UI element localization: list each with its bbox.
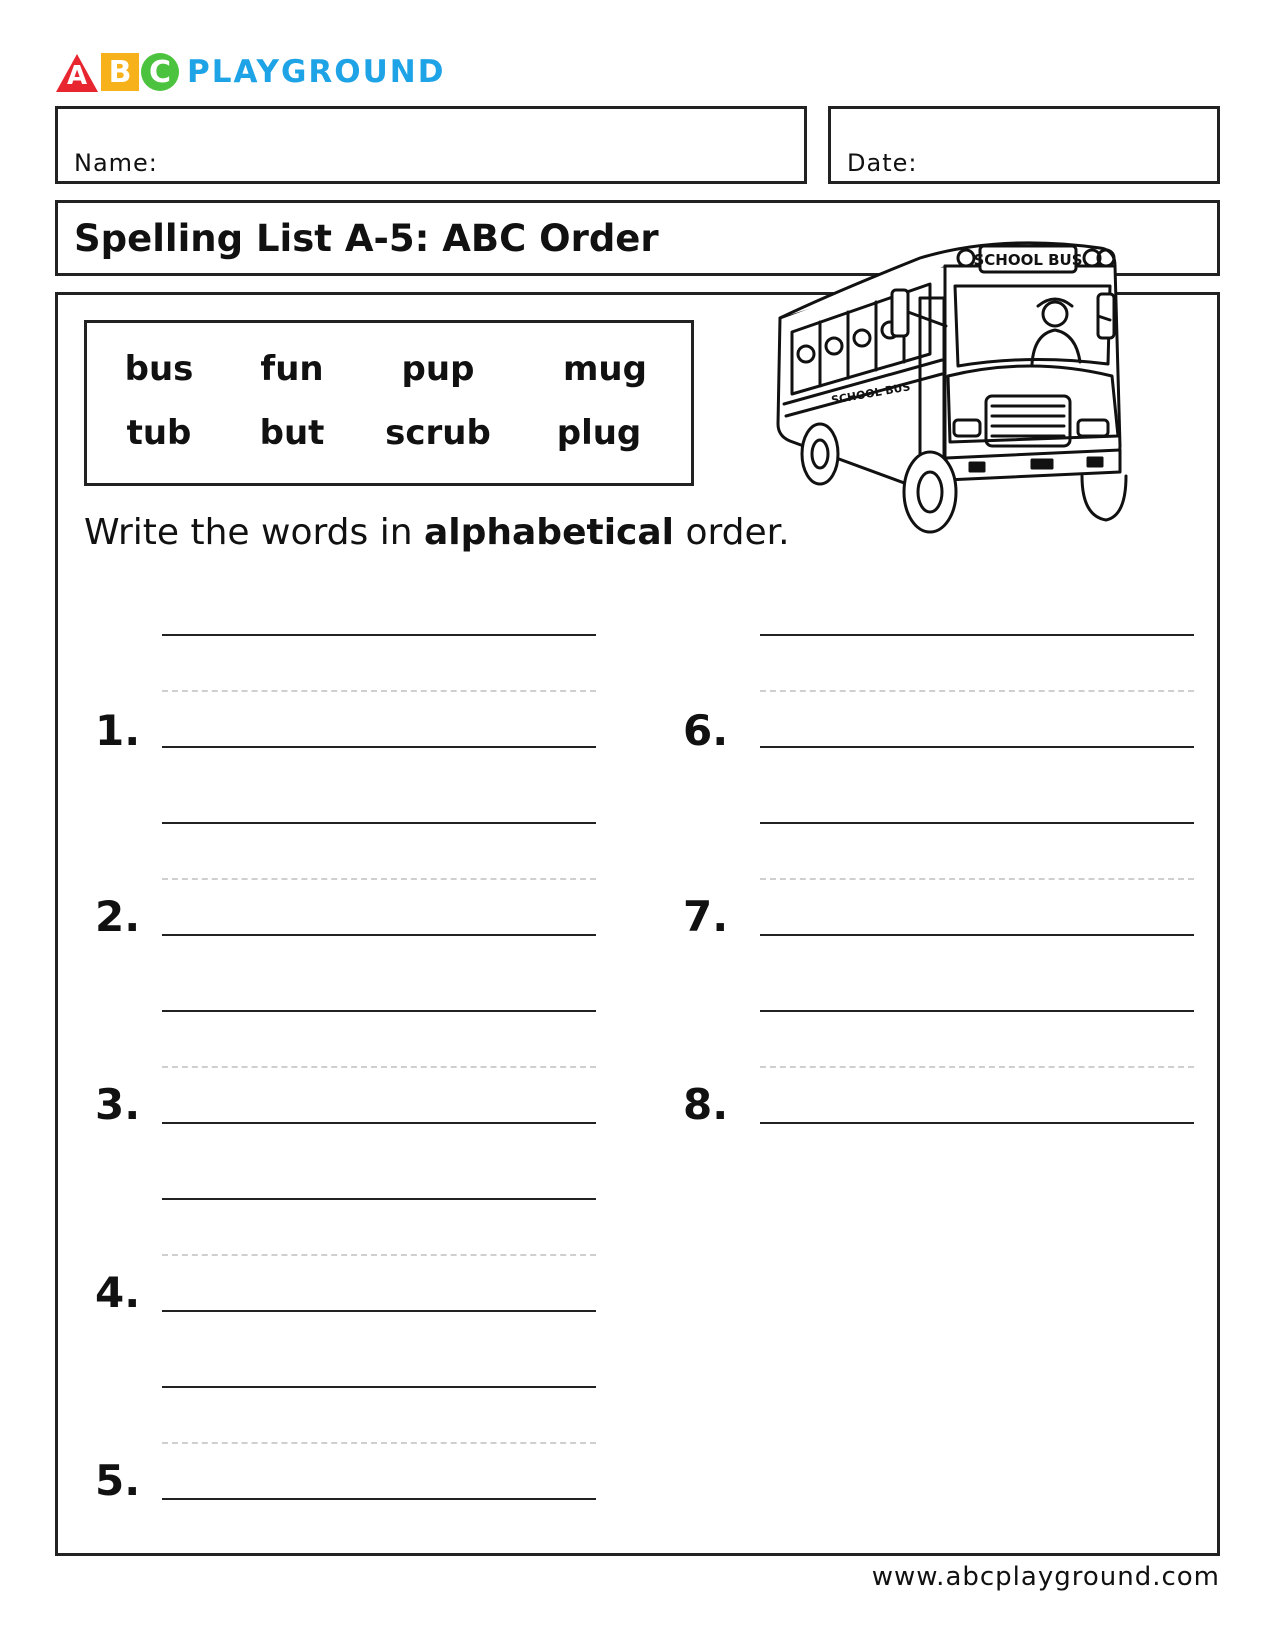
answer-line-8[interactable]: [760, 1122, 1194, 1124]
logo-letter-b: B: [101, 53, 139, 91]
guide-line-top: [760, 1010, 1194, 1012]
footer-url[interactable]: www.abcplayground.com: [871, 1562, 1220, 1592]
word-bank-item: fun: [260, 349, 324, 389]
guide-line-middle: [760, 690, 1194, 692]
item-number: 2.: [95, 892, 141, 941]
word-bank: [84, 320, 694, 486]
worksheet-title: Spelling List A-5: ABC Order: [74, 217, 659, 260]
guide-line-top: [162, 634, 596, 636]
word-bank-item: but: [259, 413, 325, 453]
word-bank-item: scrub: [385, 413, 491, 453]
word-bank-item: mug: [563, 349, 647, 389]
name-label: Name:: [74, 149, 158, 177]
guide-line-top: [162, 822, 596, 824]
guide-line-middle: [162, 1442, 596, 1444]
word-bank-item: bus: [124, 349, 194, 389]
instruction-text: Write the words in alphabetical order.: [84, 512, 790, 553]
abc-playground-logo: [55, 52, 445, 92]
name-field[interactable]: [55, 106, 807, 184]
word-bank-item: tub: [126, 413, 192, 453]
item-number: 6.: [683, 706, 729, 755]
logo-wordmark: PLAYGROUND: [187, 54, 446, 90]
item-number: 5.: [95, 1456, 141, 1505]
logo-letter-a: A: [55, 53, 99, 91]
guide-line-middle: [162, 878, 596, 880]
item-number: 8.: [683, 1080, 729, 1129]
answer-line-5[interactable]: [162, 1498, 596, 1500]
answer-line-3[interactable]: [162, 1122, 596, 1124]
guide-line-top: [162, 1010, 596, 1012]
item-number: 3.: [95, 1080, 141, 1129]
answer-line-2[interactable]: [162, 934, 596, 936]
guide-line-middle: [162, 1066, 596, 1068]
guide-line-middle: [162, 690, 596, 692]
bus-side-sign: SCHOOL BUS: [830, 380, 912, 407]
date-label: Date:: [847, 149, 918, 177]
guide-line-middle: [760, 878, 1194, 880]
instruction-emphasis: alphabetical: [423, 512, 674, 553]
guide-line-middle: [760, 1066, 1194, 1068]
word-bank-item: plug: [556, 413, 642, 453]
word-bank-item: pup: [401, 349, 475, 389]
school-bus-illustration: [770, 236, 1190, 556]
guide-line-middle: [162, 1254, 596, 1256]
logo-letter-c: C: [141, 53, 179, 91]
date-field[interactable]: [828, 106, 1220, 184]
guide-line-top: [760, 822, 1194, 824]
guide-line-top: [760, 634, 1194, 636]
answer-line-7[interactable]: [760, 934, 1194, 936]
bus-front-sign: SCHOOL BUS: [973, 251, 1083, 269]
item-number: 1.: [95, 706, 141, 755]
guide-line-top: [162, 1386, 596, 1388]
item-number: 7.: [683, 892, 729, 941]
answer-line-4[interactable]: [162, 1310, 596, 1312]
guide-line-top: [162, 1198, 596, 1200]
answer-line-1[interactable]: [162, 746, 596, 748]
item-number: 4.: [95, 1268, 141, 1317]
answer-line-6[interactable]: [760, 746, 1194, 748]
